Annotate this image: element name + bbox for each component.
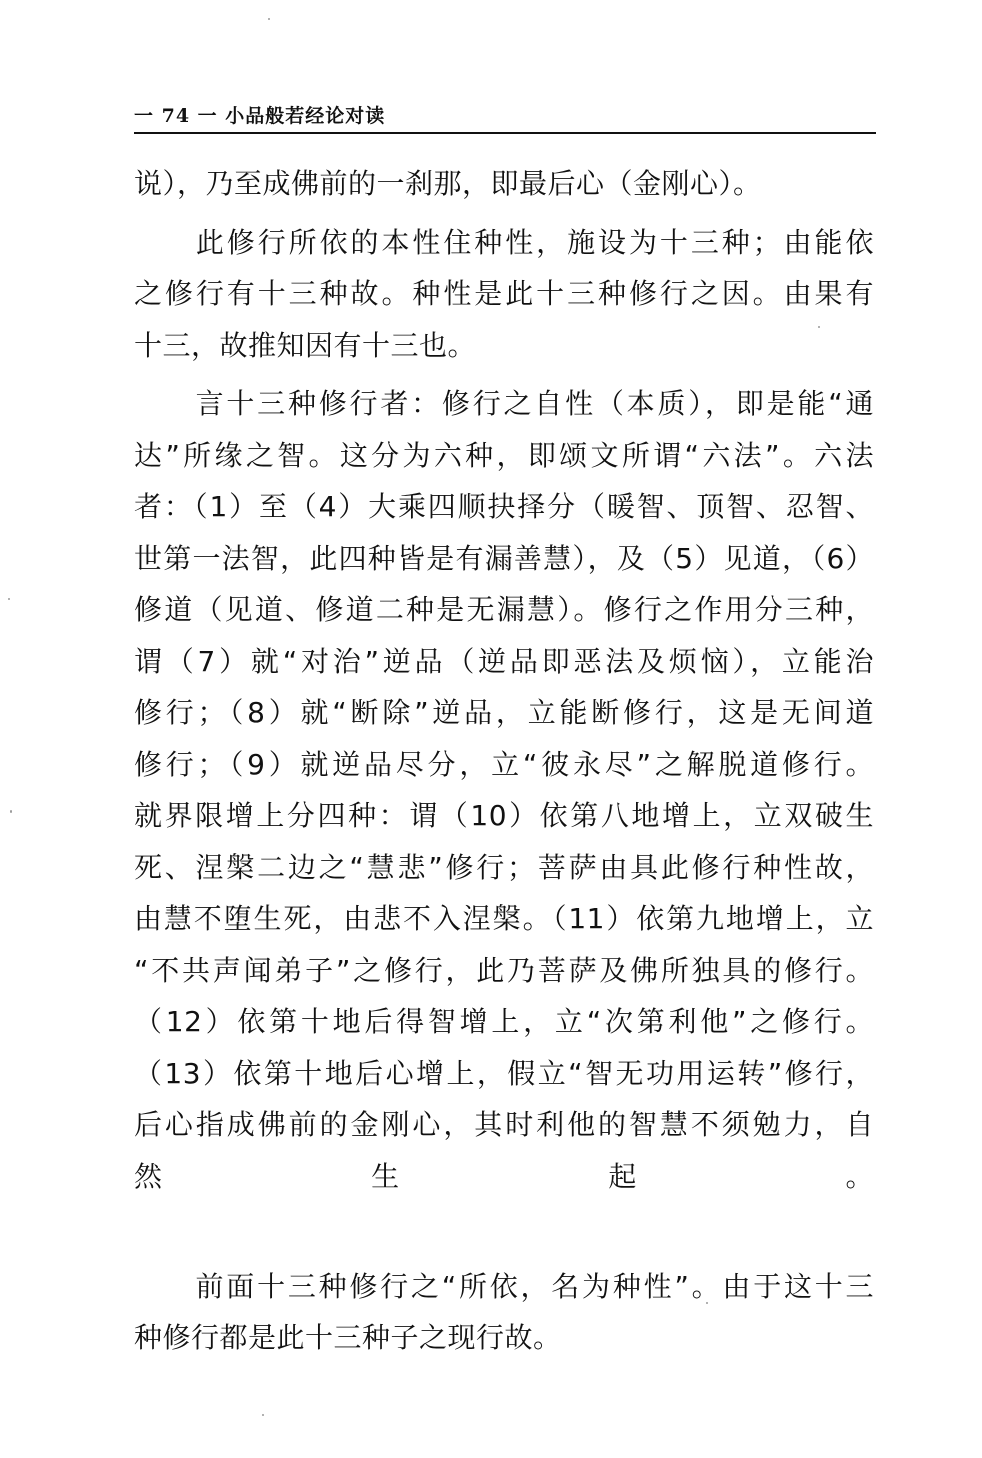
text-line: 修行；（8）就“断除”逆品，立能断修行，这是无间道 — [134, 696, 874, 729]
text-line: 就界限增上分四种：谓（10）依第八地增上，立双破生 — [134, 799, 874, 832]
running-head: 一 74 一 小品般若经论对读 — [134, 105, 386, 127]
body-text — [134, 158, 874, 1364]
text-line: 谓（7）就“对治”逆品（逆品即恶法及烦恼），立能治 — [134, 644, 874, 678]
text-line: （12）依第十地后得智增上，立“次第利他”之修行。 — [134, 1005, 874, 1038]
scan-speck — [10, 810, 12, 813]
text-line: 然生起。 — [134, 1159, 874, 1193]
text-line: 后心指成佛前的金刚心，其时利他的智慧不须勉力，自 — [134, 1108, 874, 1141]
text-line: 修道（见道、修道二种是无漏慧）。修行之作用分三种， — [134, 593, 874, 626]
text-line: 者：（1）至（4）大乘四顺抉择分（暖智、顶智、忍智、 — [134, 490, 874, 523]
scan-speck — [262, 1414, 264, 1416]
text-line: 之修行有十三种故。种性是此十三种修行之因。由果有 — [134, 277, 874, 310]
scan-speck — [8, 598, 10, 600]
text-line: 修行；（9）就逆品尽分，立“彼永尽”之解脱道修行。 — [134, 747, 874, 781]
text-line: （13）依第十地后心增上，假立“智无功用运转”修行， — [134, 1056, 874, 1090]
text-line: “不共声闻弟子”之修行，此乃菩萨及佛所独具的修行。 — [134, 953, 874, 987]
header-rule — [134, 132, 876, 134]
text-line: 说），乃至成佛前的一刹那，即最后心（金刚心）。 — [134, 167, 762, 200]
scan-speck — [706, 1302, 708, 1304]
text-line: 达”所缘之智。这分为六种，即颂文所谓“六法”。六法 — [134, 438, 874, 472]
text-line: 种修行都是此十三种子之现行故。 — [134, 1321, 562, 1354]
text-line: 言十三种修行者：修行之自性（本质），即是能“通 — [134, 387, 874, 420]
text-line: 此修行所依的本性住种性，施设为十三种；由能依 — [134, 225, 874, 259]
text-line — [134, 1202, 874, 1254]
text-line: 前面十三种修行之“所依，名为种性”。由于这十三 — [134, 1269, 874, 1303]
text-line: 死、涅槃二边之“慧悲”修行；菩萨由具此修行种性故， — [134, 850, 874, 884]
text-line: 十三，故推知因有十三也。 — [134, 328, 477, 362]
text-line: 世第一法智，此四种皆是有漏善慧），及（5）见道，（6） — [134, 541, 874, 575]
scan-speck — [268, 18, 270, 20]
text-line: 由慧不堕生死，由悲不入涅槃。（11）依第九地增上，立 — [134, 902, 874, 935]
scan-speck — [818, 326, 820, 328]
